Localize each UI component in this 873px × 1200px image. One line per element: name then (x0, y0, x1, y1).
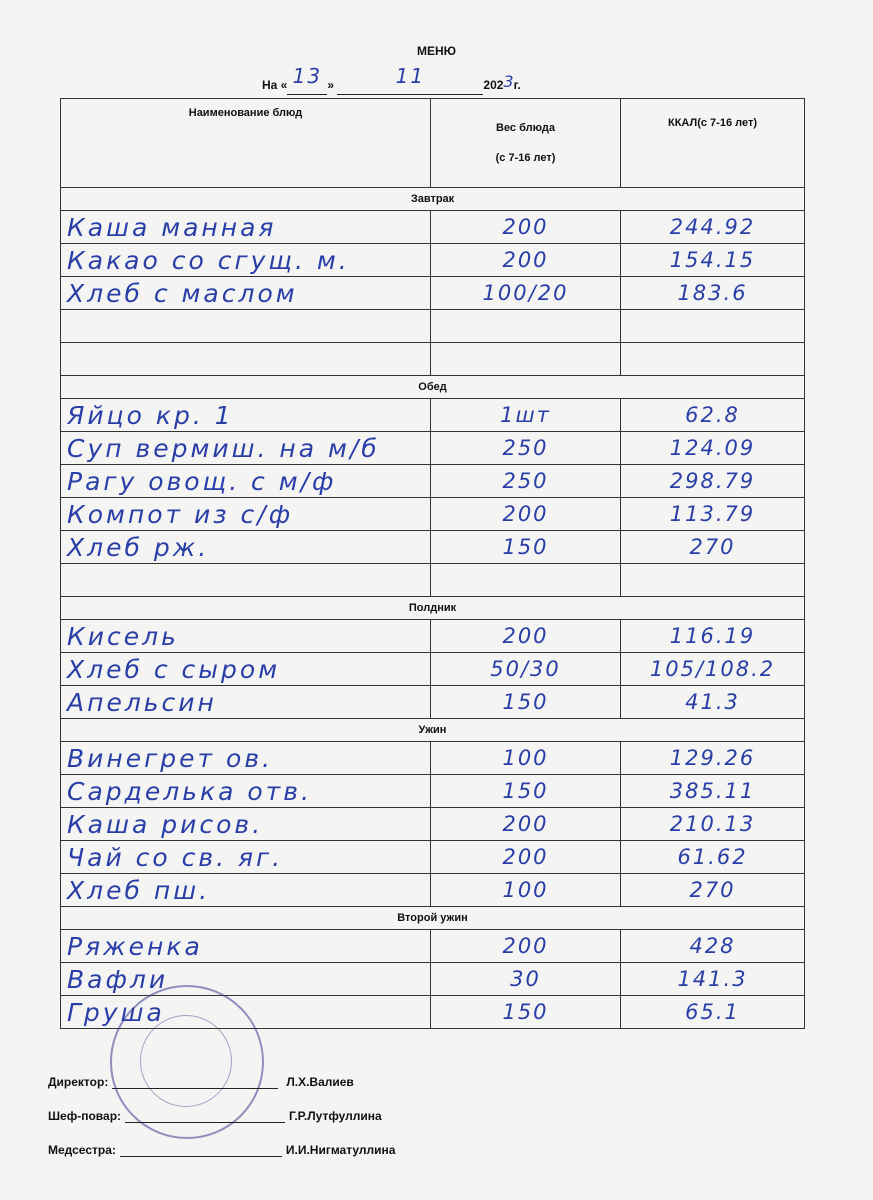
dish-name: Хлеб с маслом (61, 277, 431, 310)
date-mid: » (327, 78, 335, 92)
dish-kcal: 270 (621, 874, 805, 907)
table-row (61, 742, 805, 775)
table-row (61, 244, 805, 277)
date-month-field (337, 64, 483, 95)
dish-name: Хлеб пш. (61, 874, 431, 907)
dish-name: Винегрет ов. (61, 742, 431, 775)
table-row (61, 653, 805, 686)
col-header-weight (431, 99, 621, 188)
table-row (61, 686, 805, 719)
dish-kcal: 62.8 (621, 399, 805, 432)
signature-name: И.И.Нигматуллина (285, 1143, 396, 1157)
dish-name: Вафли (61, 963, 431, 996)
section-row (61, 188, 805, 211)
table-row (61, 620, 805, 653)
dish-weight: 1шт (431, 399, 621, 432)
date-prefix: На « (262, 78, 288, 92)
page-title: МЕНЮ (416, 44, 457, 58)
dish-kcal: 385.11 (621, 775, 805, 808)
dish-name: Сарделька отв. (61, 775, 431, 808)
section-row (61, 376, 805, 399)
dish-weight: 30 (431, 963, 621, 996)
table-row (61, 310, 805, 343)
dish-weight: 200 (431, 211, 621, 244)
table-row (61, 874, 805, 907)
section-title: Ужин (61, 719, 805, 742)
dish-name: Какао со сгущ. м. (61, 244, 431, 277)
signature-line (112, 1088, 278, 1089)
dish-kcal (621, 310, 805, 343)
table-row (61, 775, 805, 808)
dish-weight: 200 (431, 244, 621, 277)
dish-name: Яйцо кр. 1 (61, 399, 431, 432)
dish-weight: 250 (431, 465, 621, 498)
dish-weight: 200 (431, 808, 621, 841)
table-row (61, 343, 805, 376)
section-row (61, 597, 805, 620)
dish-name: Каша рисов. (61, 808, 431, 841)
dish-name: Каша манная (61, 211, 431, 244)
table-row (61, 465, 805, 498)
menu-table (60, 98, 805, 1029)
dish-kcal: 298.79 (621, 465, 805, 498)
menu-body (61, 188, 805, 1029)
dish-weight (431, 310, 621, 343)
section-row (61, 719, 805, 742)
year-digit: 3 (503, 72, 514, 91)
dish-name: Ряженка (61, 930, 431, 963)
dish-kcal: 65.1 (621, 996, 805, 1029)
dish-weight: 200 (431, 930, 621, 963)
date-line (262, 64, 582, 95)
dish-kcal: 113.79 (621, 498, 805, 531)
signature-line (120, 1156, 282, 1157)
signature-role: Шеф-повар: (48, 1109, 122, 1123)
table-row (61, 432, 805, 465)
dish-weight (431, 564, 621, 597)
section-title: Полдник (61, 597, 805, 620)
dish-kcal: 428 (621, 930, 805, 963)
signature-nurse (48, 1123, 395, 1157)
dish-weight: 100/20 (431, 277, 621, 310)
dish-weight: 250 (431, 432, 621, 465)
signatures-block (48, 1055, 395, 1157)
table-row (61, 930, 805, 963)
dish-kcal: 154.15 (621, 244, 805, 277)
dish-kcal: 116.19 (621, 620, 805, 653)
signature-name: Г.Р.Лутфуллина (289, 1109, 382, 1123)
signature-name: Л.Х.Валиев (286, 1075, 354, 1089)
signature-role: Медсестра: (48, 1143, 116, 1157)
dish-kcal: 129.26 (621, 742, 805, 775)
table-row (61, 277, 805, 310)
table-row (61, 211, 805, 244)
dish-weight: 150 (431, 996, 621, 1029)
section-title: Обед (61, 376, 805, 399)
dish-weight: 150 (431, 775, 621, 808)
signature-line (125, 1122, 285, 1123)
dish-kcal: 244.92 (621, 211, 805, 244)
year-prefix: 202 (483, 78, 504, 92)
dish-kcal (621, 564, 805, 597)
dish-kcal: 270 (621, 531, 805, 564)
dish-name (61, 564, 431, 597)
dish-name: Хлеб с сыром (61, 653, 431, 686)
dish-weight: 100 (431, 742, 621, 775)
date-day: 13 (292, 64, 323, 88)
table-row (61, 841, 805, 874)
dish-weight: 50/30 (431, 653, 621, 686)
dish-name: Суп вермиш. на м/б (61, 432, 431, 465)
signature-chef (48, 1089, 395, 1123)
dish-name: Чай со св. яг. (61, 841, 431, 874)
table-header-row (61, 99, 805, 188)
table-row (61, 399, 805, 432)
dish-weight: 200 (431, 498, 621, 531)
col-header-name: Наименование блюд (61, 99, 431, 188)
signature-role: Директор: (48, 1075, 109, 1089)
date-day-field (287, 64, 327, 95)
dish-name: Компот из с/ф (61, 498, 431, 531)
dish-weight (431, 343, 621, 376)
dish-name: Хлеб рж. (61, 531, 431, 564)
col-header-kcal: ККАЛ(с 7-16 лет) (621, 99, 805, 188)
dish-name: Апельсин (61, 686, 431, 719)
dish-kcal: 61.62 (621, 841, 805, 874)
section-title: Второй ужин (61, 907, 805, 930)
dish-weight: 150 (431, 531, 621, 564)
dish-name: Рагу овощ. с м/ф (61, 465, 431, 498)
dish-kcal: 41.3 (621, 686, 805, 719)
col-header-weight-line2: (с 7-16 лет) (495, 152, 556, 164)
dish-weight: 200 (431, 620, 621, 653)
dish-weight: 200 (431, 841, 621, 874)
col-header-weight-line1: Вес блюда (496, 122, 555, 134)
date-month: 11 (395, 64, 426, 88)
section-row (61, 907, 805, 930)
signature-director (48, 1055, 395, 1089)
dish-name (61, 310, 431, 343)
dish-kcal: 183.6 (621, 277, 805, 310)
table-row (61, 531, 805, 564)
year-suffix: г. (513, 78, 521, 92)
dish-name: Груша (61, 996, 431, 1029)
dish-weight: 100 (431, 874, 621, 907)
dish-name: Кисель (61, 620, 431, 653)
dish-name (61, 343, 431, 376)
table-row (61, 808, 805, 841)
section-title: Завтрак (61, 188, 805, 211)
table-row (61, 498, 805, 531)
dish-kcal: 210.13 (621, 808, 805, 841)
dish-kcal (621, 343, 805, 376)
table-row (61, 564, 805, 597)
dish-kcal: 105/108.2 (621, 653, 805, 686)
dish-kcal: 141.3 (621, 963, 805, 996)
dish-kcal: 124.09 (621, 432, 805, 465)
dish-weight: 150 (431, 686, 621, 719)
